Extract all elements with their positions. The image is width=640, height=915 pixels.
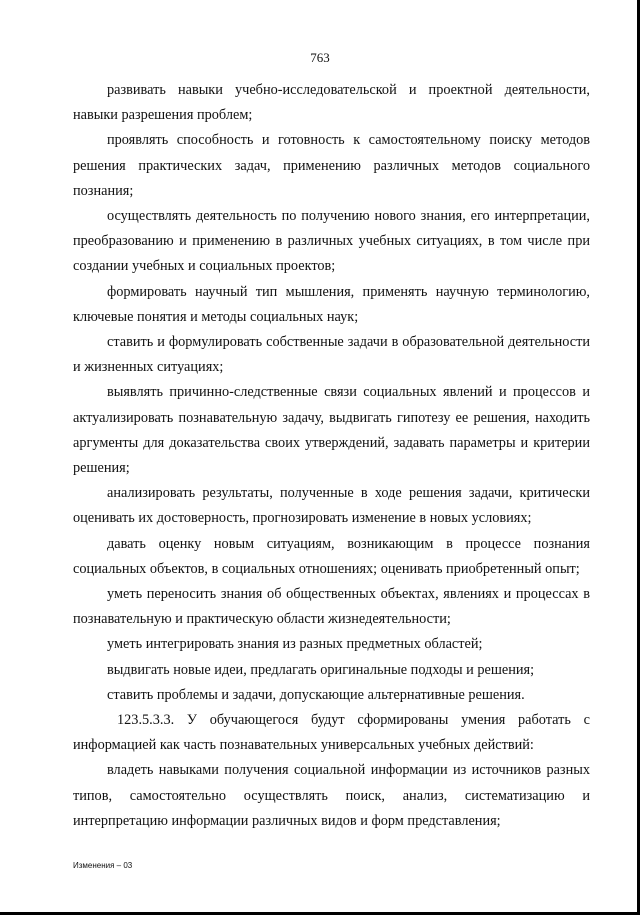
paragraph: уметь переносить знания об общественных объектах, явлениях и процессах в познавательную и практическую области жизнедеятельности; <box>73 586 590 628</box>
paragraph: ставить и формулировать собственные задачи в образовательной деятельности и жизненных ситуациях; <box>73 334 590 376</box>
paragraph: уметь интегрировать знания из разных предметных областей; <box>107 636 483 653</box>
paragraph: давать оценку новым ситуациям, возникающим в процессе познания социальных объектов, в социальных отношениях; оценивать приобретенный опыт; <box>73 535 590 577</box>
paragraph: проявлять способность и готовность к самостоятельному поиску методов решения практических задач, применению различных методов социального познания; <box>73 132 590 199</box>
footer-revision-note: Изменения – 03 <box>73 861 133 870</box>
paragraph: выдвигать новые идеи, предлагать оригинальные подходы и решения; <box>107 661 535 678</box>
paragraph: развивать навыки учебно-исследовательской и проектной деятельности, навыки разрешения проблем; <box>73 82 590 124</box>
paragraph: ставить проблемы и задачи, допускающие альтернативные решения. <box>107 686 525 703</box>
numbered-clause: 123.5.3.3. У обучающегося будут сформированы умения работать с информацией как часть познавательных универсальных учебных действий: <box>73 712 590 754</box>
paragraph: выявлять причинно-следственные связи социальных явлений и процессов и актуализировать познавательную задачу, выдвигать гипотезу ее решения, находить аргументы для доказательства своих утверждений, задавать параметры и критерии решения; <box>73 384 590 477</box>
paragraph: осуществлять деятельность по получению нового знания, его интерпретации, преобразованию и применению в различных учебных ситуациях, в том числе при создании учебных и социальных проектов; <box>73 208 590 275</box>
paragraph: владеть навыками получения социальной информации из источников разных типов, самостоятельно осуществлять поиск, анализ, систематизацию и интерпретацию информации различных видов и форм представления; <box>73 762 590 829</box>
page-number: 763 <box>310 50 330 65</box>
paragraph: анализировать результаты, полученные в ходе решения задачи, критически оценивать их достоверность, прогнозировать изменение в новых условиях; <box>73 485 590 527</box>
paragraph: формировать научный тип мышления, применять научную терминологию, ключевые понятия и методы социальных наук; <box>73 283 590 325</box>
page-content <box>73 78 590 834</box>
